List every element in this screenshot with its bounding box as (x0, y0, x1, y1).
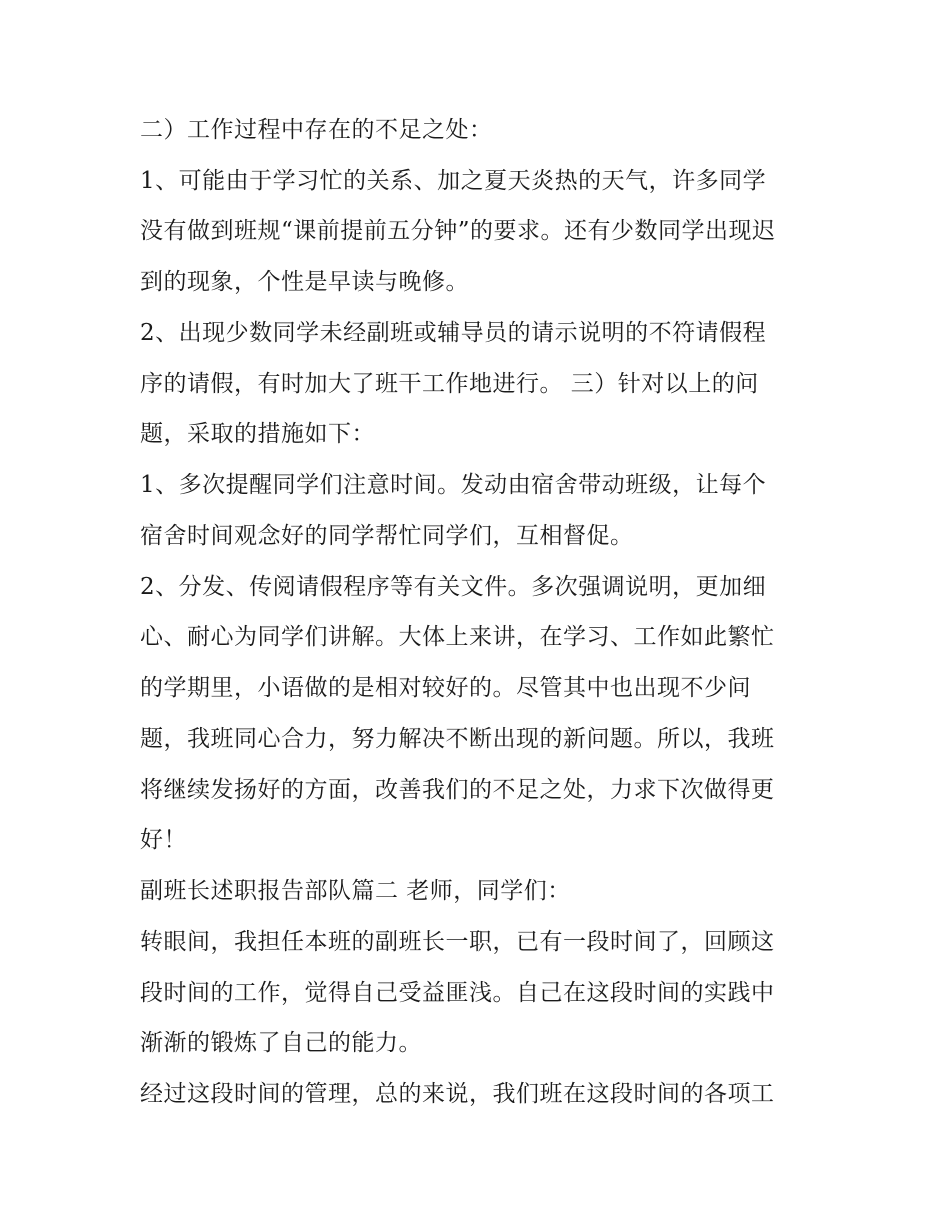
text-line: 题，我班同心合力，努力解决不断出现的新问题。所以，我班 (140, 726, 775, 752)
text-line: 到的现象，个性是早读与晚修。 (140, 269, 469, 295)
text-line: 1、多次提醒同学们注意时间。发动由宿舍带动班级，让每个 (140, 472, 767, 498)
text-line: 1、可能由于学习忙的关系、加之夏天炎热的天气，许多同学 (140, 168, 767, 194)
text-line: 序的请假，有时加大了班干工作地进行。 三）针对以上的问 (140, 371, 759, 397)
text-line: 2、出现少数同学未经副班或辅导员的请示说明的不符请假程 (140, 320, 767, 346)
section-heading: 副班长述职报告部队篇二 老师，同学们： (140, 878, 571, 904)
text-line: 题，采取的措施如下： (140, 421, 375, 447)
text-line: 好！ (140, 827, 187, 853)
text-line: 2、分发、传阅请假程序等有关文件。多次强调说明，更加细 (140, 574, 767, 600)
text-line: 渐渐的锻炼了自己的能力。 (140, 1030, 422, 1056)
text-line: 心、耐心为同学们讲解。大体上来讲，在学习、工作如此繁忙 (140, 624, 775, 650)
text-line: 二）工作过程中存在的不足之处： (140, 117, 493, 143)
text-line: 没有做到班规“课前提前五分钟”的要求。还有少数同学出现迟 (140, 218, 776, 244)
text-line: 段时间的工作，觉得自己受益匪浅。自己在这段时间的实践中 (140, 980, 775, 1006)
text-line: 转眼间，我担任本班的副班长一职，已有一段时间了，回顾这 (140, 929, 775, 955)
text-line: 将继续发扬好的方面，改善我们的不足之处，力求下次做得更 (140, 777, 775, 803)
text-line: 宿舍时间观念好的同学帮忙同学们，互相督促。 (140, 523, 634, 549)
text-line: 的学期里，小语做的是相对较好的。尽管其中也出现不少问 (140, 675, 751, 701)
text-line: 经过这段时间的管理，总的来说，我们班在这段时间的各项工 (140, 1081, 775, 1107)
